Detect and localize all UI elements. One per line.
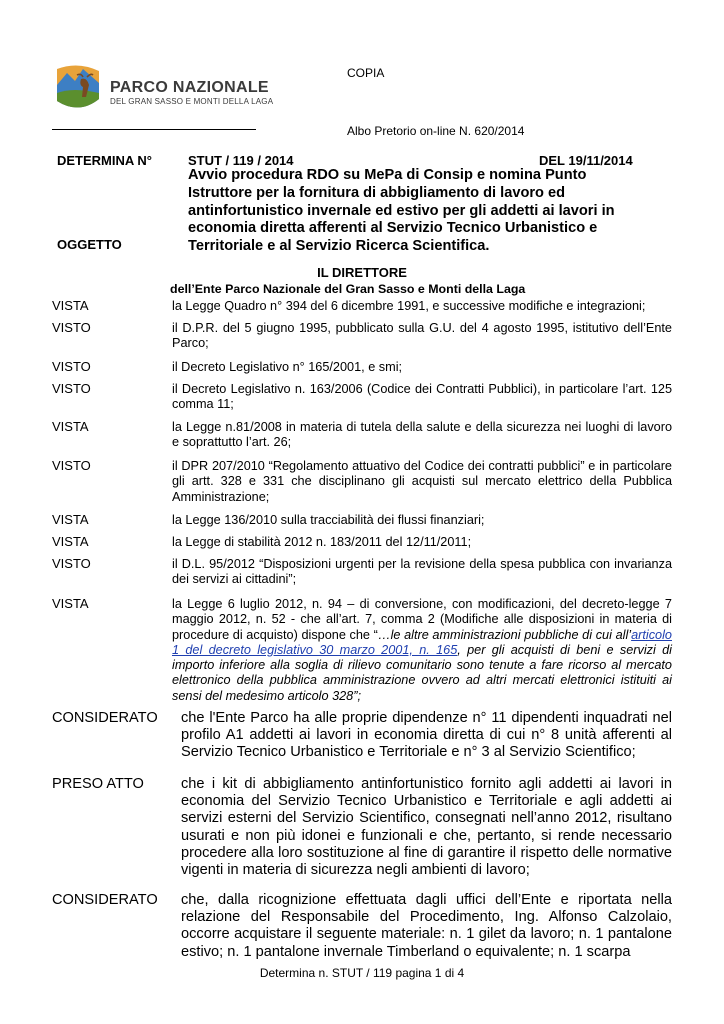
- vista-legge-italic-1: …le altre amministrazioni pubbliche di cui all’: [377, 627, 632, 642]
- row-label: VISTA: [52, 512, 89, 527]
- vista-legge-plain: la Legge 6 luglio 2012, n. 94 – di conversione, con modificazioni, del decreto-legge 7 maggio 2012, n. 52 - che all’art. 7, comma 2 (Modifiche alle disposizioni in materia di procedure di acquisto) dispone che “: [172, 597, 672, 642]
- row-text: che i kit di abbigliamento antinfortunistico fornito agli addetti ai lavori in economia del Servizio Tecnico Urbanistico e Territoriale e agli addetti ai servizi esterni del Servizio Scientifico, consegnati nell’anno 2012, risultano usurati e non più idonei e funzionali e che, pertanto, si rende necessario procedere alla loro sostituzione al fine di garantire il rispetto delle normative vigenti in materia di sicurezza negli ambienti di lavoro;: [181, 776, 672, 879]
- row-label: VISTO: [52, 458, 91, 473]
- row-label: VISTA: [52, 596, 89, 611]
- row-text: il D.L. 95/2012 “Disposizioni urgenti per la revisione della spesa pubblica con invarianza dei servizi ai cittadini”;: [172, 557, 672, 587]
- director-subtitle: dell’Ente Parco Nazionale del Gran Sasso e Monti della Laga: [170, 282, 526, 296]
- park-logo-emblem-icon: [53, 63, 103, 113]
- row-text: il Decreto Legislativo n. 163/2006 (Codice dei Contratti Pubblici), in particolare l’art. 125 comma 11;: [172, 382, 672, 412]
- row-text: che, dalla ricognizione effettuata dagli uffici dell’Ente e riportata nella relazione del Responsabile del Procedimento, Ing. Alfonso Calzolaio, occorre acquistare il seguente materiale: n. 1 gilet da lavoro; n. 1 pantalone estivo; n. 1 pantalone invernale Timberland o equivalente; n. 1 scarpa: [181, 892, 672, 960]
- oggetto-text: Avvio procedura RDO su MePa di Consip e nomina Punto Istruttore per la fornitura di abbigliamento di lavoro ed antinfortunistico invernale ed estivo per gli addetti ai lavori in economia diretta afferenti al Servizio Tecnico Urbanistico e Territoriale e al Servizio Ricerca Scientifica.: [188, 167, 615, 255]
- row-label: VISTO: [52, 320, 91, 335]
- row-label: CONSIDERATO: [52, 710, 158, 726]
- determina-label: DETERMINA N°: [57, 153, 152, 168]
- determina-number: STUT / 119 / 2014: [188, 153, 294, 168]
- row-text: la Legge di stabilità 2012 n. 183/2011 del 12/11/2011;: [172, 535, 472, 549]
- row-text: che l'Ente Parco ha alle proprie dipendenze n° 11 dipendenti inquadrati nel profilo A1 addetti ai lavori in economia diretta di cui n° 8 unità afferenti al Servizio Tecnico Urbanistico e Territoriale e n° 3 al Servizio Scientifico;: [181, 710, 672, 761]
- row-label: VISTO: [52, 556, 91, 571]
- logo-title: PARCO NAZIONALE: [110, 79, 269, 96]
- row-label: VISTA: [52, 534, 89, 549]
- director-title-text: IL DIRETTORE: [317, 265, 407, 280]
- row-label: CONSIDERATO: [52, 892, 158, 908]
- decreto-legislativo-link[interactable]: articolo 1 del decreto legislativo 30 marzo 2001, n. 165: [172, 627, 672, 657]
- albo-pretorio: Albo Pretorio on-line N. 620/2014: [347, 124, 525, 138]
- row-text: la Legge 136/2010 sulla tracciabilità dei flussi finanziari;: [172, 513, 485, 527]
- row-text: il DPR 207/2010 “Regolamento attuativo del Codice dei contratti pubblici” e in particolare gli artt. 328 e 331 che disciplinano gli acquisti sul mercato elettrico della Pubblica Amministrazione;: [172, 459, 672, 504]
- oggetto-label: OGGETTO: [57, 237, 122, 252]
- row-label: VISTO: [52, 359, 91, 374]
- page-footer: Determina n. STUT / 119 pagina 1 di 4: [259, 966, 465, 980]
- vista-legge-italic-2: , per gli acquisti di beni e servizi di importo inferiore alla soglia di rilievo comunitario sono tenute a fare ricorso al mercato elettronico della pubblica amministrazione ovvero ad altri mercati elettronici istituiti ai sensi del medesimo articolo 328”;: [172, 642, 672, 703]
- director-title: [0, 265, 724, 280]
- row-label: VISTA: [52, 298, 89, 313]
- determina-date: DEL 19/11/2014: [539, 153, 633, 168]
- row-text: la Legge Quadro n° 394 del 6 dicembre 1991, e successive modifiche e integrazioni;: [172, 299, 646, 313]
- row-label: VISTA: [52, 419, 89, 434]
- copia-label: COPIA: [347, 66, 385, 80]
- row-label: VISTO: [52, 381, 91, 396]
- row-text: il Decreto Legislativo n° 165/2001, e smi;: [172, 360, 403, 374]
- header-rule: [52, 129, 256, 130]
- row-text: la Legge n.81/2008 in materia di tutela della salute e della sicurezza nei luoghi di lavoro e soprattutto l’art. 26;: [172, 420, 672, 450]
- row-text: il D.P.R. del 5 giugno 1995, pubblicato sulla G.U. del 4 agosto 1995, istitutivo dell’Ente Parco;: [172, 321, 672, 351]
- park-logo: [53, 63, 103, 113]
- logo-subtitle: DEL GRAN SASSO E MONTI DELLA LAGA: [110, 97, 274, 106]
- vista-legge-text: [172, 597, 672, 704]
- row-label: PRESO ATTO: [52, 776, 144, 792]
